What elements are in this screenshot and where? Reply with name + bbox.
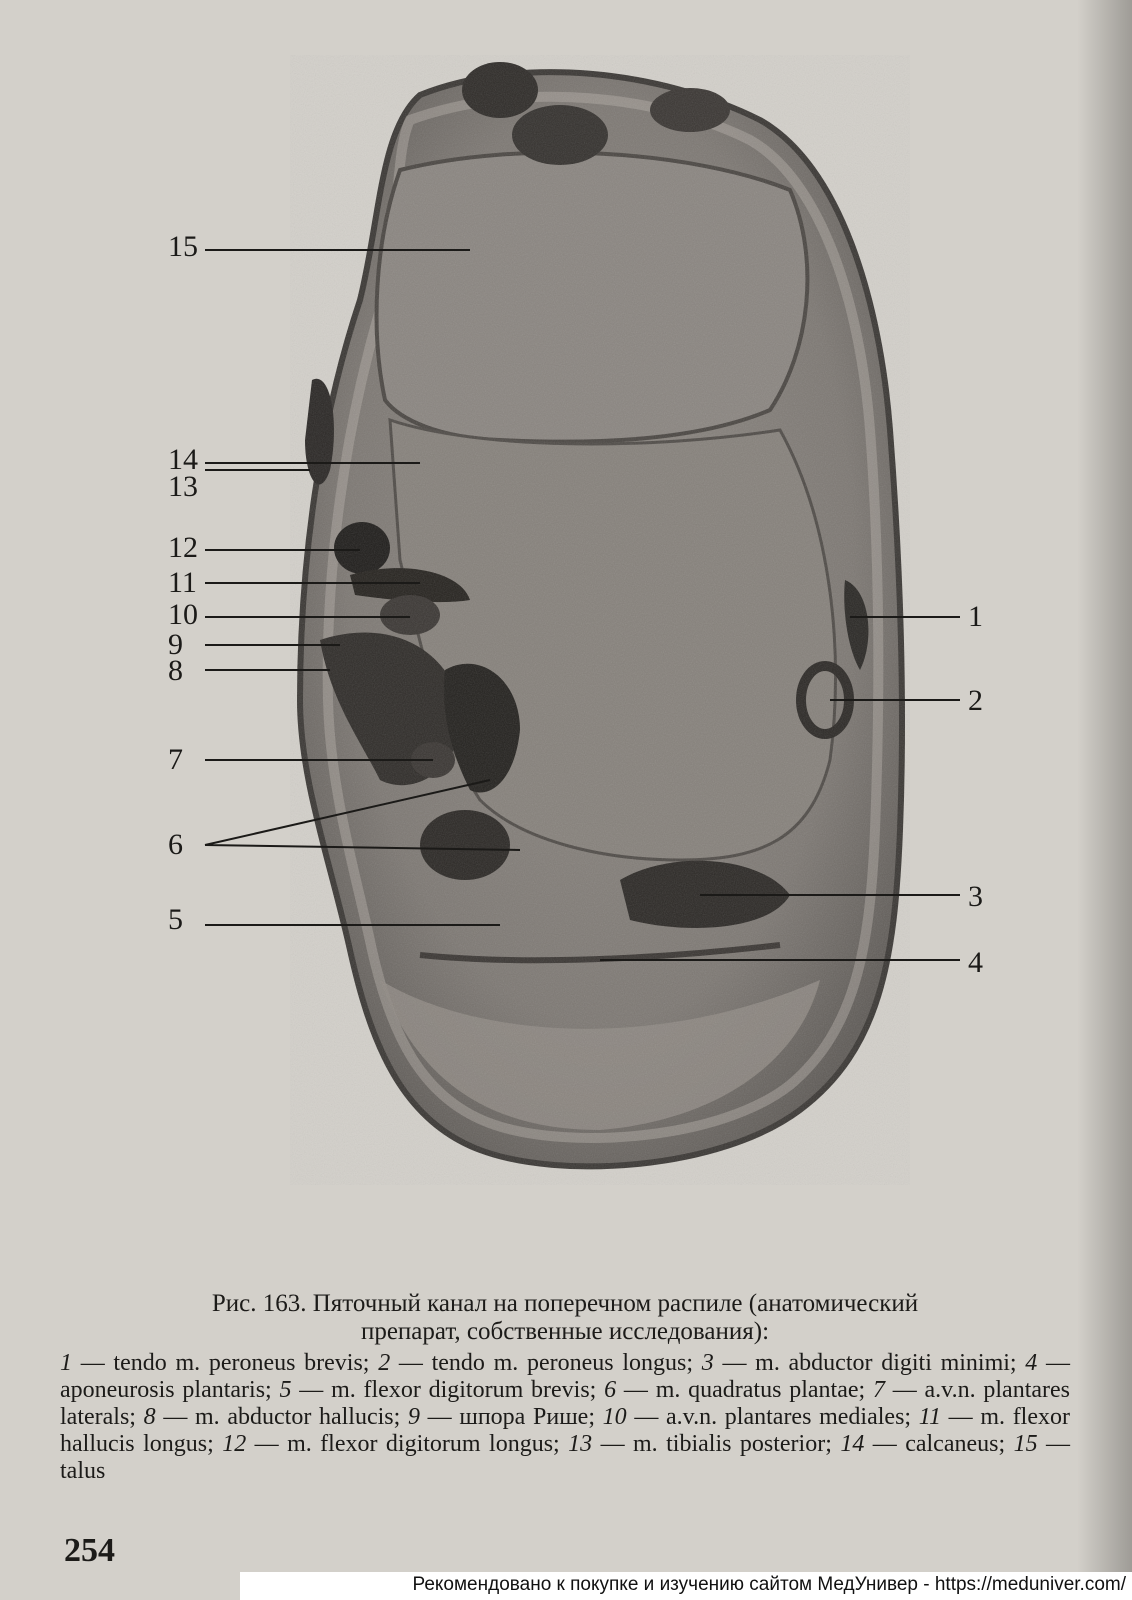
legend-entry-number: 12 xyxy=(222,1431,247,1457)
legend-entry-text: — a.v.n. plantares laterals; xyxy=(60,1377,1071,1430)
footer-recommendation-link[interactable]: Рекомендовано к покупке и изучению сайтом МедУнивер - https://meduniver.com/ xyxy=(412,1574,1126,1595)
legend-entry-number: 11 xyxy=(918,1404,941,1430)
figure-label-14: 14 xyxy=(168,443,198,476)
legend-entry-number: 7 xyxy=(872,1377,885,1403)
legend-entry-text: — tendo m. peroneus longus; xyxy=(390,1350,702,1376)
figure-label-9: 9 xyxy=(168,628,183,661)
legend-entry-text: — a.v.n. plantares mediales; xyxy=(626,1404,919,1430)
legend-entry-text: — m. flexor digitorum longus; xyxy=(246,1431,569,1457)
figure-label-8: 8 xyxy=(168,654,183,687)
caption-title-line: препарат, собственные исследования): xyxy=(360,1318,770,1345)
figure-legend xyxy=(60,1350,1070,1485)
legend-entry-text: — m. tibialis posterior; xyxy=(592,1431,841,1457)
legend-entry xyxy=(604,1377,873,1403)
legend-entry xyxy=(280,1377,605,1403)
legend-entry-number: 5 xyxy=(279,1377,292,1403)
legend-entry-number: 8 xyxy=(143,1404,156,1430)
figure-label-7: 7 xyxy=(168,743,183,776)
figure-label-3: 3 xyxy=(968,880,983,913)
legend-entry-text: — m. flexor hallucis longus; xyxy=(60,1404,1070,1457)
legend-entry-number: 2 xyxy=(378,1350,391,1376)
legend-entry-text: — tendo m. peroneus brevis; xyxy=(72,1350,379,1376)
page-gutter-shadow xyxy=(1077,0,1132,1572)
figure-caption-title xyxy=(60,1290,1070,1346)
legend-entry-number: 10 xyxy=(602,1404,627,1430)
legend-entry xyxy=(222,1431,568,1457)
legend-entry xyxy=(144,1404,408,1430)
legend-entry xyxy=(60,1350,378,1376)
legend-entry xyxy=(378,1350,702,1376)
legend-entry xyxy=(840,1431,1013,1457)
figure-label-2: 2 xyxy=(968,684,983,717)
figure-label-15: 15 xyxy=(168,230,198,263)
legend-entry-number: 4 xyxy=(1025,1350,1038,1376)
legend-entry-number: 1 xyxy=(60,1350,72,1376)
legend-entry-number: 9 xyxy=(407,1404,420,1430)
figure-label-4: 4 xyxy=(968,946,983,979)
figure-label-12: 12 xyxy=(168,531,198,564)
figure-label-13: 13 xyxy=(168,470,198,503)
legend-entry xyxy=(702,1350,1026,1376)
figure-label-10: 10 xyxy=(168,598,198,631)
legend-entry-number: 14 xyxy=(840,1431,865,1457)
legend-entry xyxy=(603,1404,919,1430)
figure-label-5: 5 xyxy=(168,903,183,936)
legend-entry-text: — m. abductor digiti minimi; xyxy=(713,1350,1026,1376)
legend-entry-text: — m. flexor digitorum brevis; xyxy=(291,1377,605,1403)
legend-entry xyxy=(568,1431,840,1457)
legend-entry-number: 13 xyxy=(568,1431,593,1457)
figure-label-1: 1 xyxy=(968,600,983,633)
film-grain xyxy=(290,55,910,1185)
legend-entry-text: — aponeurosis plantaris; xyxy=(60,1350,1071,1403)
legend-entry-number: 3 xyxy=(701,1350,714,1376)
page-number: 254 xyxy=(64,1532,115,1569)
legend-entry-text: — m. quadratus plantae; xyxy=(616,1377,873,1403)
caption-title-line: Рис. 163. Пяточный канал на поперечном распиле (анатомический xyxy=(211,1290,919,1317)
legend-entry xyxy=(408,1404,603,1430)
legend-entry-text: — calcaneus; xyxy=(864,1431,1014,1457)
legend-entry-text: — m. abductor hallucis; xyxy=(155,1404,408,1430)
figure-label-6: 6 xyxy=(168,828,183,861)
legend-entry-text: — шпора Рише; xyxy=(419,1404,603,1430)
legend-entry-number: 6 xyxy=(604,1377,617,1403)
footer-bar xyxy=(240,1572,1132,1600)
figure-label-11: 11 xyxy=(168,566,197,599)
legend-entry-number: 15 xyxy=(1013,1431,1038,1457)
legend-entry-text: — talus xyxy=(60,1431,1070,1484)
